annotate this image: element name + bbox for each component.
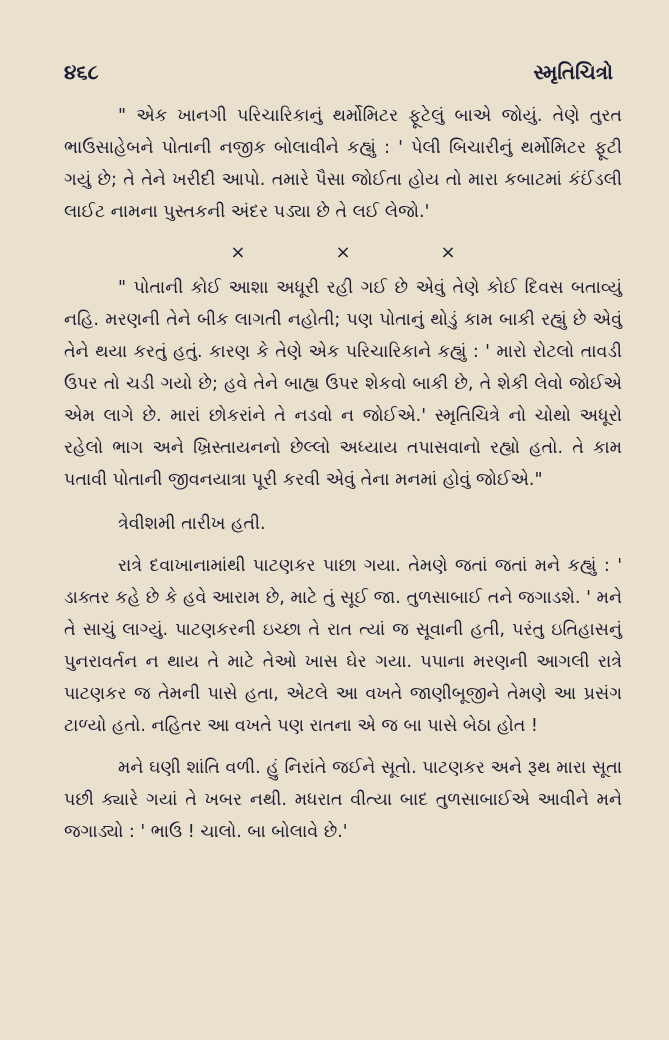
- page-header: [64, 60, 613, 90]
- page-body: [64, 100, 622, 848]
- section-separator: [64, 228, 622, 272]
- paragraph-2: " પોતાની કોઈ આશા અધૂરી રહી ગઈ છે એવું તેણે કોઈ દિવસ બતાવ્યું નહિ. મરણની તેને બીક લાગતી નહોતી; પણ પોતાનું થોડું કામ બાકી રહ્યું છે એવું તેને થયા કરતું હતું. કારણ કે તેણે એક પરિચારિકાને કહ્યું : ' મારો રોટલો તાવડી ઉપર તો ચડી ગયો છે; હવે તેને બાહ્ય ઉપર શેકવો બાકી છે, તે શેકી લેવો જોઈએ એમ લાગે છે. મારાં છોકરાંને તે નડવો ન જોઈએ.' સ્મૃતિચિત્રે નો ચોથો અધૂરો રહેલો ભાગ અને ખ્રિસ્તાયનનો છેલ્લો અધ્યાય તપાસવાનો રહ્યો હતો. તે કામ પતાવી પોતાની જીવનયાત્રા પૂરી કરવી એવું તેના મનમાં હોવું જોઈએ.": [64, 278, 622, 490]
- separator-mark: ×: [440, 241, 456, 263]
- paragraph-3: રાત્રે દવાખાનામાંથી પાટણકર પાછા ગયા. તેમણે જતાં જતાં મને કહ્યું : ' ડાક્તર કહે છે કે હવે આરામ છે, માટે તું સૂઈ જા. તુળસાબાઈ તને જગાડશે. ' મને તે સાચું લાગ્યું. પાટણકરની ઇચ્છા તે રાત ત્યાં જ સૂવાની હતી, પરંતુ ઇતિહાસનું પુનરાવર્તન ન થાય તે માટે તેઓ ખાસ ઘેર ગયા. પપાના મરણની આગલી રાત્રે પાટણકર જ તેમની પાસે હતા, એટલે આ વખતે જાણીબૂજીને તેમણે આ પ્રસંગ ટાળ્યો હતો. નહિતર આ વખતે પણ રાતના એ જ બા પાસે બેઠા હોત !: [64, 556, 622, 736]
- paragraph-4: મને ઘણી શાંતિ વળી. હું નિરાંતે જઈને સૂતો. પાટણકર અને રૂથ મારા સૂતા પછી ક્યારે ગયાં તે ખબર નથી. મધરાત વીત્યા બાદ તુળસાબાઈએ આવીને મને જગાડ્યો : ' ભાઉ ! ચાલો. બા બોલાવે છે.': [64, 758, 622, 842]
- running-title: સ્મૃતિચિત્રો: [533, 60, 613, 84]
- separator-mark: ×: [335, 241, 351, 263]
- page-number: ૪૬૮: [64, 60, 99, 84]
- separator-mark: ×: [230, 241, 246, 263]
- dateline: ત્રેવીશમી તારીખ હતી.: [118, 514, 266, 534]
- paragraph-1: " એક ખાનગી પરિચારિકાનું થર્મોમિટર ફૂટેલું બાએ જોયું. તેણે તુરત ભાઉસાહેબને પોતાની નજીક બોલાવીને કહ્યું : ' પેલી બિચારીનું થર્મોમિટર ફૂટી ગયું છે; તે તેને ખરીદી આપો. તમારે પૈસા જોઈતા હોય તો મારા કબાટમાં કંઈંડલી લાઈટ નામના પુસ્તકની અંદર પડ્યા છે તે લઈ લેજો.': [64, 106, 622, 222]
